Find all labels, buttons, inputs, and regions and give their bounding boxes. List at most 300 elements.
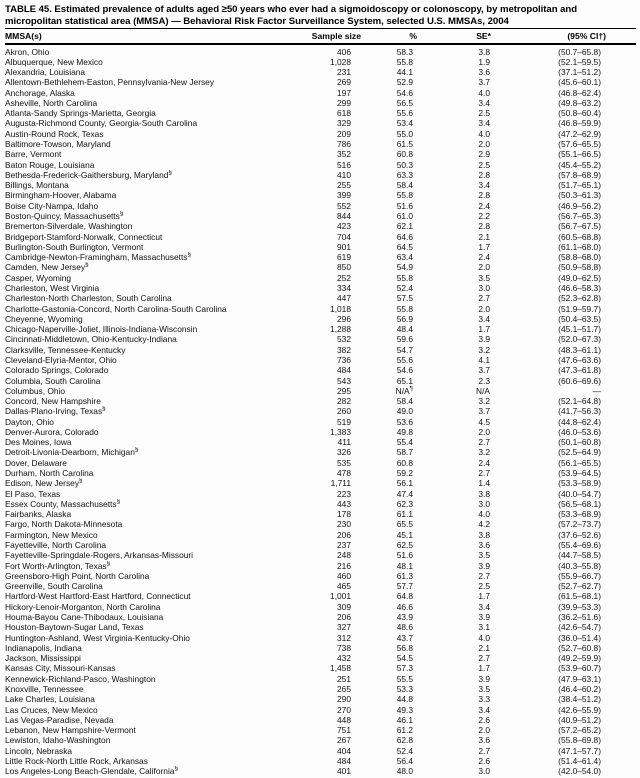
table-row [5,509,636,519]
ci-cell: (50.4–63.5) [558,313,601,324]
footnote-marker: § [106,560,111,567]
mmsa-name-cell: Albuquerque, New Mexico [5,56,103,67]
sample-size-cell: 478 [337,468,351,479]
percent-cell: 57.5 [396,293,413,304]
ci-cell: (50.3–61.3) [558,190,601,201]
table-row [5,756,636,766]
percent-cell: 60.8 [396,149,413,160]
ci-cell: (46.4–60.2) [558,683,601,694]
ci-cell: (51.9–59.7) [558,303,601,314]
mmsa-name-cell: El Paso, Texas [5,488,61,499]
ci-cell: (60.5–68.8) [558,231,601,242]
ci-cell: (45.1–51.7) [558,324,601,335]
sample-size-cell: 334 [337,282,351,293]
percent-cell: 56.4 [396,755,413,766]
table-row [5,118,636,128]
mmsa-name-cell: Charleston-North Charleston, South Carolina [5,293,172,304]
mmsa-name-cell: Concord, New Hampshire [5,396,101,407]
ci-cell: (49.0–62.5) [558,272,601,283]
sample-size-cell: 309 [337,601,351,612]
percent-cell: 52.4 [396,282,413,293]
percent-cell: 60.8 [396,457,413,468]
sample-size-cell: 206 [337,611,351,622]
mmsa-name-cell: Lincoln, Nebraska [5,745,73,756]
sample-size-cell: 401 [337,766,351,777]
ci-cell: (56.5–68.1) [558,498,601,509]
ci-cell: — [592,385,601,396]
ci-cell: (53.3–58.9) [558,478,601,489]
ci-cell: (52.1–59.5) [558,56,601,67]
ci-cell: (61.1–68.0) [558,241,601,252]
mmsa-name-cell: Colorado Springs, Colorado [5,365,109,376]
table-title: TABLE 45. Estimated prevalence of adults aged ≥50 years who ever had a sigmoidoscopy or colonoscopy, by metropolitan and micropolitan statistical area (MMSA) — Behavioral Risk Factor Surveillance System, selected U.S. MMSAs, 2004 [5,4,578,27]
ci-cell: (46.8–59.9) [558,118,601,129]
ci-cell: (36.2–51.6) [558,611,601,622]
se-cell: 3.8 [478,529,490,540]
mmsa-name-cell: Los Angeles-Long Beach-Glendale, California§ [5,766,178,777]
mmsa-name-cell: Boston-Quincy, Massachusetts§ [5,211,124,221]
mmsa-name-cell: Charleston, West Virginia [5,282,100,293]
sample-size-cell: 844 [337,211,351,221]
table-row [5,622,636,632]
sample-size-cell: 352 [337,149,351,160]
sample-size-cell: 265 [337,683,351,694]
se-cell: 1.4 [478,478,490,489]
mmsa-name-cell: Hartford-West Hartford-East Hartford, Connecticut [5,591,191,602]
ci-cell: (51.7–65.1) [558,180,601,191]
ci-cell: (53.3–68.9) [558,509,601,520]
table-row [5,386,636,396]
table-row [5,581,636,591]
mmsa-name-cell: Akron, Ohio [5,46,50,57]
percent-cell: 62.3 [396,498,413,509]
ci-cell: (36.0–51.4) [558,632,601,643]
mmsa-name-cell: Columbus, Ohio [5,385,66,396]
percent-cell: 48.0 [396,766,413,777]
ci-cell: (49.8–63.2) [558,97,601,108]
se-cell: 3.8 [478,46,490,57]
sample-size-cell: 736 [337,354,351,365]
table-row [5,334,636,344]
mmsa-name-cell: Asheville, North Carolina [5,97,98,108]
se-cell: 2.2 [478,211,490,221]
se-cell: 2.7 [478,745,490,756]
col-header-mmsa: MMSA(s) [5,29,305,44]
se-cell: 3.9 [478,611,490,622]
percent-cell: 56.9 [396,313,413,324]
table-row [5,674,636,684]
percent-cell: 43.7 [396,632,413,643]
sample-size-cell: 326 [337,447,351,458]
ci-cell: (56.7–67.5) [558,221,601,232]
mmsa-name-cell: Indianapolis, Indiana [5,642,82,653]
table-row [5,67,636,77]
mmsa-name-cell: Greenville, South Carolina [5,581,103,592]
mmsa-name-cell: Bremerton-Silverdale, Washington [5,221,133,232]
se-cell: 3.4 [478,704,490,715]
percent-cell: 55.8 [396,303,413,314]
table-row [5,88,636,98]
se-cell: 2.5 [478,108,490,119]
sample-size-cell: 535 [337,457,351,468]
ci-cell: (40.3–55.8) [558,560,601,571]
table-row [5,694,636,704]
sample-size-cell: 618 [337,108,351,119]
percent-cell: 48.4 [396,324,413,335]
ci-cell: (57.8–68.9) [558,169,601,180]
sample-size-cell: 1,288 [330,324,351,335]
mmsa-name-cell: Cheyenne, Wyoming [5,313,83,324]
table-row [5,149,636,159]
percent-cell: 49.8 [396,426,413,437]
table-row [5,406,636,416]
table-row [5,139,636,149]
percent-cell: 57.7 [396,581,413,592]
percent-cell: 54.5 [396,653,413,664]
percent-cell: 53.6 [396,416,413,427]
ci-cell: (45.6–60.1) [558,77,601,88]
mmsa-name-cell: Dayton, Ohio [5,416,54,427]
sample-size-cell: 704 [337,231,351,242]
sample-size-cell: 312 [337,632,351,643]
mmsa-name-cell: Jackson, Mississippi [5,653,81,664]
ci-cell: (47.9–63.1) [558,673,601,684]
table-row [5,180,636,190]
col-header-se: SE* [429,29,493,44]
percent-cell: 57.3 [396,663,413,674]
mmsa-name-cell: Houston-Baytown-Sugar Land, Texas [5,622,144,633]
percent-cell: 53.3 [396,683,413,694]
ci-cell: (46.9–56.2) [558,200,601,211]
mmsa-name-cell: Birmingham-Hoover, Alabama [5,190,117,201]
percent-cell: 44.1 [396,67,413,78]
percent-cell: 50.3 [396,159,413,170]
sample-size-cell: 329 [337,118,351,129]
table-row [5,396,636,406]
ci-cell: (41.7–56.3) [558,406,601,417]
sample-size-cell: 255 [337,180,351,191]
table-row [5,252,636,262]
se-cell: 2.6 [478,755,490,766]
se-cell: 2.4 [478,457,490,468]
se-cell: 3.5 [478,272,490,283]
ci-cell: (44.7–58.5) [558,550,601,561]
se-cell: 3.7 [478,406,490,417]
se-cell: 2.0 [478,725,490,736]
ci-cell: (52.1–64.8) [558,396,601,407]
se-cell: 3.0 [478,766,490,777]
table-row [5,314,636,324]
ci-cell: (57.2–65.2) [558,725,601,736]
table-row [5,653,636,663]
percent-cell: 51.6 [396,550,413,561]
ci-cell: (57.2–73.7) [558,519,601,530]
ci-cell: (52.5–64.9) [558,447,601,458]
table-row [5,57,636,67]
percent-cell: 44.8 [396,694,413,705]
sample-size-cell: 516 [337,159,351,170]
percent-cell: 58.4 [396,396,413,407]
se-cell: 2.8 [478,221,490,232]
mmsa-name-cell: Camden, New Jersey§ [5,262,89,273]
se-cell: 3.5 [478,550,490,561]
table-row [5,468,636,478]
table-row [5,324,636,334]
sample-size-cell: 1,001 [330,591,351,602]
percent-cell: 65.5 [396,519,413,530]
table-body [5,44,636,777]
table-row [5,663,636,673]
se-cell: 1.9 [478,56,490,67]
table-row [5,571,636,581]
mmsa-name-cell: Austin-Round Rock, Texas [5,128,104,139]
sample-size-cell: 327 [337,622,351,633]
table-row [5,108,636,118]
sample-size-cell: 382 [337,344,351,355]
percent-cell: 55.8 [396,56,413,67]
sample-size-cell: 411 [337,437,351,448]
table-row [5,715,636,725]
percent-cell: 62.8 [396,735,413,746]
ci-cell: (48.3–61.1) [558,344,601,355]
se-cell: 2.0 [478,262,490,273]
ci-cell: (44.8–62.4) [558,416,601,427]
percent-cell: 64.8 [396,591,413,602]
mmsa-name-cell: Alexandria, Louisiana [5,67,86,78]
sample-size-cell: 231 [337,67,351,78]
table-row [5,643,636,653]
sample-size-cell: 270 [337,704,351,715]
ci-cell: (56.1–65.5) [558,457,601,468]
table-row [5,355,636,365]
percent-cell: 43.9 [396,611,413,622]
table-row [5,170,636,180]
percent-cell: 54.9 [396,262,413,273]
se-cell: 4.0 [478,87,490,98]
mmsa-name-cell: Cincinnati-Middletown, Ohio-Kentucky-Indiana [5,334,177,345]
ci-cell: (60.6–69.6) [558,375,601,386]
mmsa-name-cell: Charlotte-Gastonia-Concord, North Carolina-South Carolina [5,303,227,314]
table-row [5,242,636,252]
se-cell: 2.8 [478,190,490,201]
percent-cell: 56.5 [396,97,413,108]
se-cell: 2.7 [478,570,490,581]
sample-size-cell: 1,018 [330,303,351,314]
col-header-ci: (95% CI†) [493,29,636,44]
se-cell: 3.4 [478,180,490,191]
ci-cell: (50.7–65.8) [558,46,601,57]
table-row [5,232,636,242]
mmsa-name-cell: Baltimore-Towson, Maryland [5,139,111,150]
ci-cell: (46.0–53.6) [558,426,601,437]
col-header-percent: % [369,29,429,44]
percent-cell: 61.1 [396,509,413,520]
sample-size-cell: 197 [337,87,351,98]
ci-cell: (37.6–52.6) [558,529,601,540]
mmsa-name-cell: Little Rock-North Little Rock, Arkansas [5,755,148,766]
mmsa-name-cell: Fargo, North Dakota-Minnesota [5,519,123,530]
table-row [5,98,636,108]
se-cell: 3.9 [478,673,490,684]
se-cell: 3.5 [478,683,490,694]
footnote-marker: § [187,252,191,259]
ci-cell: (53.9–60.7) [558,663,601,674]
ci-cell: (57.6–65.5) [558,139,601,150]
sample-size-cell: 251 [337,673,351,684]
sample-size-cell: 1,711 [330,478,351,489]
ci-cell: (55.9–66.7) [558,570,601,581]
table-row [5,519,636,529]
table-row [5,489,636,499]
footnote-marker: § [102,406,106,413]
percent-cell: 59.6 [396,334,413,345]
se-cell: 3.8 [478,488,490,499]
se-cell: 1.7 [478,591,490,602]
se-cell: 3.9 [478,560,490,571]
ci-cell: (52.0–67.3) [558,334,601,345]
sample-size-cell: 552 [337,200,351,211]
percent-cell: 54.7 [396,344,413,355]
mmsa-name-cell: Cleveland-Elyria-Mentor, Ohio [5,354,117,365]
sample-size-cell: 519 [337,416,351,427]
mmsa-name-cell: Detroit-Livonia-Dearborn, Michigan§ [5,447,139,458]
mmsa-name-cell: Edison, New Jersey§ [5,478,83,489]
table-row [5,304,636,314]
percent-cell: 48.6 [396,622,413,633]
sample-size-cell: 532 [337,334,351,345]
mmsa-name-cell: Augusta-Richmond County, Georgia-South Carolina [5,118,198,129]
sample-size-cell: 410 [337,169,351,180]
mmsa-name-cell: Dallas-Plano-Irving, Texas§ [5,406,106,417]
ci-cell: (52.7–60.8) [558,642,601,653]
mmsa-name-cell: Fayetteville-Springdale-Rogers, Arkansas-Missouri [5,550,194,561]
ci-cell: (42.6–55.9) [558,704,601,715]
table-row [5,746,636,756]
se-cell: 4.0 [478,509,490,520]
sample-size-cell: 206 [337,529,351,540]
percent-cell: 64.6 [396,231,413,242]
percent-cell: 63.4 [396,252,413,263]
sample-size-cell: 447 [337,293,351,304]
ci-cell: (46.6–58.3) [558,282,601,293]
table-row [5,499,636,509]
mmsa-name-cell: Houma-Bayou Cane-Thibodaux, Louisiana [5,611,164,622]
mmsa-name-cell: Cambridge-Newton-Framingham, Massachusetts§ [5,252,191,263]
table-row [5,273,636,283]
mmsa-name-cell: Lebanon, New Hampshire-Vermont [5,725,136,736]
table-row [5,725,636,735]
mmsa-name-cell: Boise City-Nampa, Idaho [5,200,99,211]
ci-cell: (42.0–54.0) [558,766,601,777]
se-cell: 2.3 [478,375,490,386]
percent-cell: 55.8 [396,272,413,283]
sample-size-cell: 267 [337,735,351,746]
mmsa-name-cell: Las Vegas-Paradise, Nevada [5,714,114,725]
mmsa-name-cell: Kansas City, Missouri-Kansas [5,663,116,674]
sample-size-cell: 543 [337,375,351,386]
mmsa-name-cell: Bethesda-Frederick-Gaithersburg, Maryland§ [5,169,172,180]
table-row [5,684,636,694]
ci-cell: (47.3–61.8) [558,365,601,376]
mmsa-name-cell: Fayetteville, North Carolina [5,540,107,550]
header-row [5,29,636,44]
se-cell: 2.4 [478,200,490,211]
se-cell: 4.5 [478,416,490,427]
mmsa-name-cell: Burlington-South Burlington, Vermont [5,241,144,252]
sample-size-cell: 230 [337,519,351,530]
table-row [5,540,636,550]
percent-cell: 48.1 [396,560,413,571]
sample-size-cell: 269 [337,77,351,88]
sample-size-cell: 296 [337,313,351,324]
se-cell: 2.5 [478,581,490,592]
table-row [5,417,636,427]
sample-size-cell: 738 [337,642,351,653]
ci-cell: (61.5–68.1) [558,591,601,602]
table-row [5,211,636,221]
percent-cell: 55.6 [396,108,413,119]
ci-cell: (49.2–59.9) [558,653,601,664]
se-cell: 2.0 [478,426,490,437]
percent-cell: 61.0 [396,211,413,221]
percent-cell: 61.3 [396,570,413,581]
ci-cell: (50.9–58.8) [558,262,601,273]
table-row [5,766,636,776]
se-cell: 2.7 [478,437,490,448]
se-cell: 2.0 [478,139,490,150]
se-cell: 3.7 [478,77,490,88]
sample-size-cell: 432 [337,653,351,664]
sample-size-cell: 443 [337,498,351,509]
percent-cell: 55.4 [396,437,413,448]
table-row [5,447,636,457]
ci-cell: (42.6–54.7) [558,622,601,633]
table-row [5,437,636,447]
se-cell: N/A [476,385,490,396]
table-row [5,293,636,303]
table-row [5,376,636,386]
sample-size-cell: 484 [337,755,351,766]
mmsa-name-cell: Columbia, South Carolina [5,375,101,386]
sample-size-cell: 619 [337,252,351,263]
percent-cell: 46.6 [396,601,413,612]
se-cell: 3.4 [478,118,490,129]
mmsa-name-cell: Barre, Vermont [5,149,62,160]
sample-size-cell: 290 [337,694,351,705]
percent-cell: 56.1 [396,478,413,489]
se-cell: 3.4 [478,601,490,612]
percent-cell: 54.6 [396,365,413,376]
sample-size-cell: 1,383 [330,426,351,437]
percent-cell: 47.4 [396,488,413,499]
footnote-marker: § [119,211,124,218]
percent-cell: 61.5 [396,139,413,150]
sample-size-cell: 423 [337,221,351,232]
sample-size-cell: 299 [337,97,351,108]
sample-size-cell: 1,458 [330,663,351,674]
sample-size-cell: 223 [337,488,351,499]
mmsa-name-cell: Huntington-Ashland, West Virginia-Kentucky-Ohio [5,632,190,643]
sample-size-cell: 786 [337,139,351,150]
percent-cell: 58.4 [396,180,413,191]
sample-size-cell: 209 [337,128,351,139]
ci-cell: (58.8–68.0) [558,252,601,263]
table-row [5,735,636,745]
percent-cell: 55.0 [396,128,413,139]
ci-cell: (55.4–69.6) [558,540,601,550]
sample-size-cell: 850 [337,262,351,273]
table-row [5,345,636,355]
